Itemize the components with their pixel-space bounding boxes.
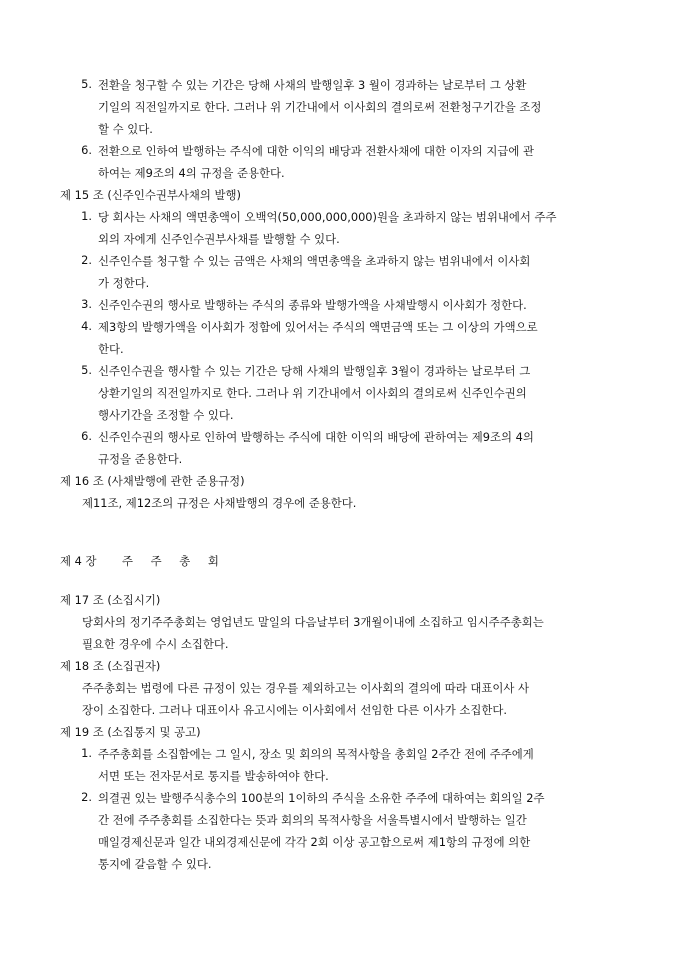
- item-text-line: 기일의 직전일까지로 한다. 그러나 위 기간내에서 이사회의 결의로써 전환청구기간을 조정: [98, 100, 542, 114]
- item-number: 3.: [81, 297, 92, 311]
- item-number: 6.: [81, 143, 92, 157]
- item-text-line: 전환으로 인하여 발행하는 주식에 대한 이익의 배당과 전환사채에 대한 이자의 지급에 관: [98, 144, 534, 158]
- item-number: 1.: [81, 209, 92, 223]
- article-heading: 제 19 조 (소집통지 및 공고): [60, 725, 201, 739]
- item-text-line: 매일경제신문과 일간 내외경제신문에 각각 2회 이상 공고함으로써 제1항의 규정에 의한: [98, 835, 531, 849]
- item-text-line: 신주인수권의 행사로 발행하는 주식의 종류와 발행가액을 사채발행시 이사회가 정한다.: [98, 298, 527, 312]
- article-heading: 제 18 조 (소집권자): [60, 659, 161, 673]
- item-text-line: 하여는 제9조의 4의 규정을 준용한다.: [98, 166, 285, 180]
- item-number: 4.: [81, 319, 92, 333]
- item-text-line: 한다.: [98, 342, 124, 356]
- item-text-line: 외의 자에게 신주인수권부사채를 발행할 수 있다.: [98, 232, 340, 246]
- article-body-line: 장이 소집한다. 그러나 대표이사 유고시에는 이사회에서 선임한 다른 이사가 소집한다.: [82, 703, 507, 717]
- chapter-label: 제 4 장: [60, 554, 97, 568]
- item-text-line: 신주인수를 청구할 수 있는 금액은 사채의 액면총액을 초과하지 않는 범위내에서 이사회: [98, 254, 531, 268]
- item-text-line: 가 정한다.: [98, 276, 150, 290]
- item-text-line: 서면 또는 전자문서로 통지를 발송하여야 한다.: [98, 769, 329, 783]
- item-number: 5.: [81, 363, 92, 377]
- item-number: 2.: [81, 790, 92, 804]
- item-number: 2.: [81, 253, 92, 267]
- item-text-line: 규정을 준용한다.: [98, 452, 183, 466]
- item-text-line: 할 수 있다.: [98, 122, 153, 136]
- item-text-line: 신주인수권을 행사할 수 있는 기간은 당해 사채의 발행일후 3월이 경과하는 날로부터 그: [98, 364, 531, 378]
- article-body-line: 필요한 경우에 수시 소집한다.: [82, 637, 229, 651]
- article-heading: 제 16 조 (사채발행에 관한 준용규정): [60, 474, 245, 488]
- item-text-line: 신주인수권의 행사로 인하여 발행하는 주식에 대한 이익의 배당에 관하여는 제9조의 4의: [98, 430, 534, 444]
- item-text-line: 의결권 있는 발행주식총수의 100분의 1이하의 주식을 소유한 주주에 대하여는 회의일 2주: [98, 791, 545, 805]
- article-body-line: 제11조, 제12조의 규정은 사채발행의 경우에 준용한다.: [82, 496, 357, 510]
- item-text-line: 주주총회를 소집함에는 그 일시, 장소 및 회의의 목적사항을 총회일 2주간 전에 주주에게: [98, 747, 534, 761]
- item-text-line: 전환을 청구할 수 있는 기간은 당해 사채의 발행일후 3 월이 경과하는 날로부터 그 상환: [98, 78, 527, 92]
- article-heading: 제 17 조 (소집시기): [60, 593, 161, 607]
- item-number: 6.: [81, 429, 92, 443]
- item-text-line: 당 회사는 사채의 액면총액이 오백억(50,000,000,000)원을 초과하지 않는 범위내에서 주주: [98, 210, 557, 224]
- article-heading: 제 15 조 (신주인수권부사채의 발행): [60, 188, 241, 202]
- chapter-title: 주 주 총 회: [122, 554, 226, 568]
- article-body-line: 당회사의 정기주주총회는 영업년도 말일의 다음날부터 3개월이내에 소집하고 임시주주총회는: [82, 615, 544, 629]
- item-text-line: 통지에 갈음할 수 있다.: [98, 857, 212, 871]
- item-number: 5.: [81, 77, 92, 91]
- item-text-line: 행사기간을 조정할 수 있다.: [98, 408, 234, 422]
- article-body-line: 주주총회는 법령에 다른 규정이 있는 경우를 제외하고는 이사회의 결의에 따라 대표이사 사: [82, 681, 529, 695]
- item-text-line: 간 전에 주주총회를 소집한다는 뜻과 회의의 목적사항을 서울특별시에서 발행하는 일간: [98, 813, 527, 827]
- item-text-line: 제3항의 발행가액을 이사회가 정함에 있어서는 주식의 액면금액 또는 그 이상의 가액으로: [98, 320, 538, 334]
- item-text-line: 상환기일의 직전일까지로 한다. 그러나 위 기간내에서 이사회의 결의로써 신주인수권의: [98, 386, 527, 400]
- item-number: 1.: [81, 746, 92, 760]
